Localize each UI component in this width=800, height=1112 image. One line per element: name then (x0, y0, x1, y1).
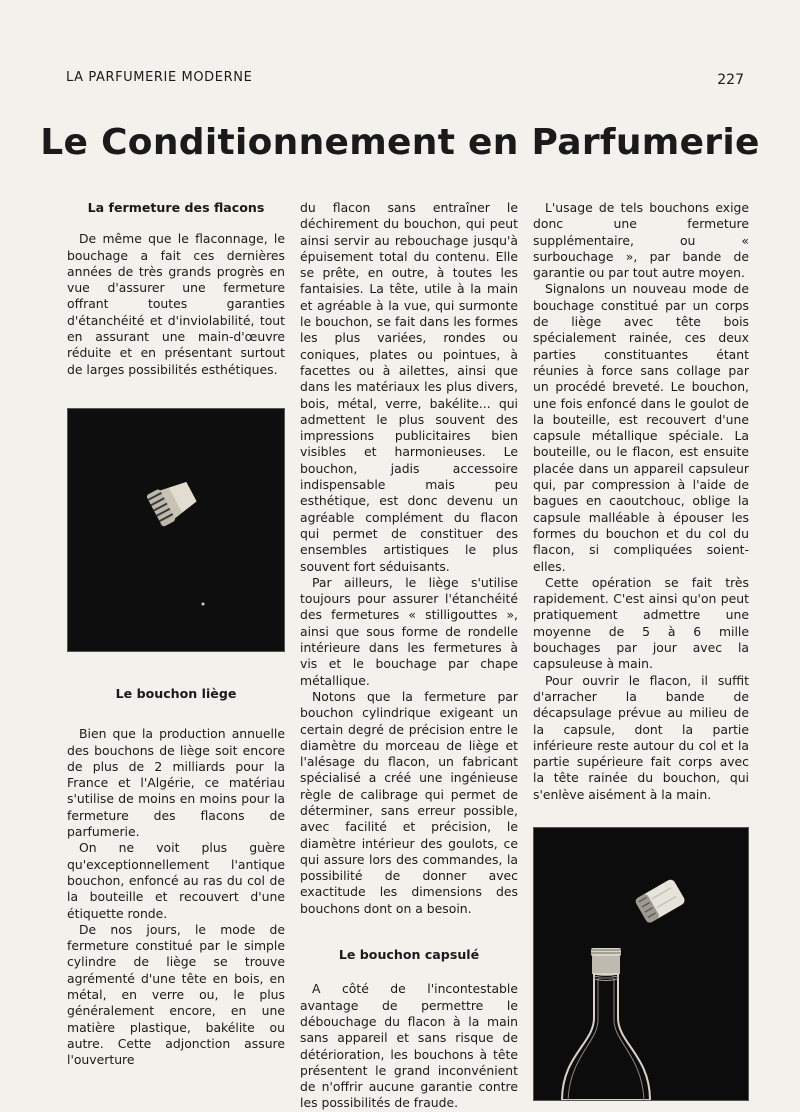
paragraph: Notons que la fermeture par bouchon cylindrique exigeant un certain degré de précision entre le diamètre du morceau de liège et l'alésage du flacon, un fabricant spécialisé a créé une ingénieuse règle de calibrage qui permet de déterminer, sans erreur possible, avec facilité et précision, le diamètre intérieur des goulots, ce qui assure lors des commandes, la possibilité de donner avec exactitude les dimensions des bouchons dont on a besoin. (300, 688, 518, 916)
column-2 (300, 200, 518, 1112)
paragraph: On ne voit plus guère qu'exceptionnellement l'antique bouchon, enfoncé au ras du col de la bouteille et recouvert d'une étiquette ronde. (67, 840, 285, 921)
page-number: 227 (717, 72, 744, 88)
paragraph: Signalons un nouveau mode de bouchage constitué par un corps de liège avec tête bois spécialement rainée, ces deux parties constituantes étant réunies à force sans collage par un procédé breveté. Le bouchon, une fois enfoncé dans le goulot de la bouteille, est recouvert d'une capsule métallique spéciale. La bouteille, ou le flacon, est ensuite placée dans un appareil capsuleur qui, par compression à l'aide de bagues en caoutchouc, oblige la capsule malléable à épouser les formes du bouchon et du col du flacon, si compliquées soient-elles. (533, 281, 749, 574)
paragraph: Cette opération se fait très rapidement. C'est ainsi qu'on peut pratiquement admettre une moyenne de 5 à 6 mille bouchages par jour avec la capsuleuse à main. (533, 574, 749, 672)
photo-capsule-bottle (533, 827, 749, 1101)
section-heading-fermeture: La fermeture des flacons (87, 200, 265, 215)
article-title: Le Conditionnement en Parfumerie (40, 122, 760, 163)
paragraph: Par ailleurs, le liège s'utilise toujours pour assurer l'étanchéité des fermetures « stilligouttes », ainsi que sous forme de rondelle intérieure dans les fermetures à vis et le bouchage par chape métallique. (300, 574, 518, 688)
paragraph: Pour ouvrir le flacon, il suffit d'arracher la bande de décapsulage prévue au milieu de la capsule, dont la partie inférieure reste autour du col et la partie supérieure fait corps avec la tête rainée du bouchon, qui s'enlève aisément à la main. (533, 672, 749, 802)
paragraph: du flacon sans entraîner le déchirement du bouchon, qui peut ainsi servir au rebouchage jusqu'à épuisement total du contenu. Elle se prête, en outre, à toutes les fantaisies. La tête, utile à la main et agréable à la vue, qui surmonte le bouchon, se fait dans les formes les plus variées, rondes ou coniques, plates ou pointues, à facettes ou à ailettes, ainsi que dans les matériaux les plus divers, bois, métal, verre, bakélite... qui admettent le plus souvent des impressions publicitaires bien visibles et harmonieuses. Le bouchon, jadis accessoire indispensable mais peu esthétique, est donc devenu un agréable complément du flacon qui permet de constituer des ensembles artistiques le plus souvent fort séduisants. (300, 200, 518, 574)
paragraph: De nos jours, le mode de fermeture constitué par le simple cylindre de liège se trouve agrémenté d'une tête en bois, en métal, en verre ou, le plus généralement encore, en une matière plastique, bakélite ou autre. Cette adjonction assure l'ouverture (67, 921, 285, 1068)
paragraph: L'usage de tels bouchons exige donc une fermeture supplémentaire, ou « surbouchage », par bande de garantie ou par tout autre moyen. (533, 200, 749, 281)
column-3 (533, 200, 749, 1101)
running-head: LA PARFUMERIE MODERNE (66, 70, 253, 85)
column-1 (67, 200, 285, 1069)
section-heading-capsule: Le bouchon capsulé (338, 947, 480, 963)
paragraph: A côté de l'incontestable avantage de permettre le débouchage du flacon à la main sans appareil et sans risque de détérioration, les bouchons à tête présentent le grand inconvénient de n'offrir aucune garantie contre les possibilités de fraude. (300, 981, 518, 1111)
paragraph: Bien que la production annuelle des bouchons de liège soit encore de plus de 2 milliards pour la France et l'Algérie, ce matériau s'utilise de moins en moins pour la fermeture des flacons de parfumerie. (67, 726, 285, 840)
photo-cork-stopper (67, 408, 285, 652)
section-heading-liege: Le bouchon liège (115, 685, 237, 701)
paragraph: De même que le flaconnage, le bouchage a fait ces dernières années de très grands progrès en vue d'assurer une fermeture offrant toutes garanties d'étanchéité et d'inviolabilité, tout en assurant une main-d'œuvre réduite et en présentant surtout de larges possibilités esthétiques. (67, 231, 285, 377)
